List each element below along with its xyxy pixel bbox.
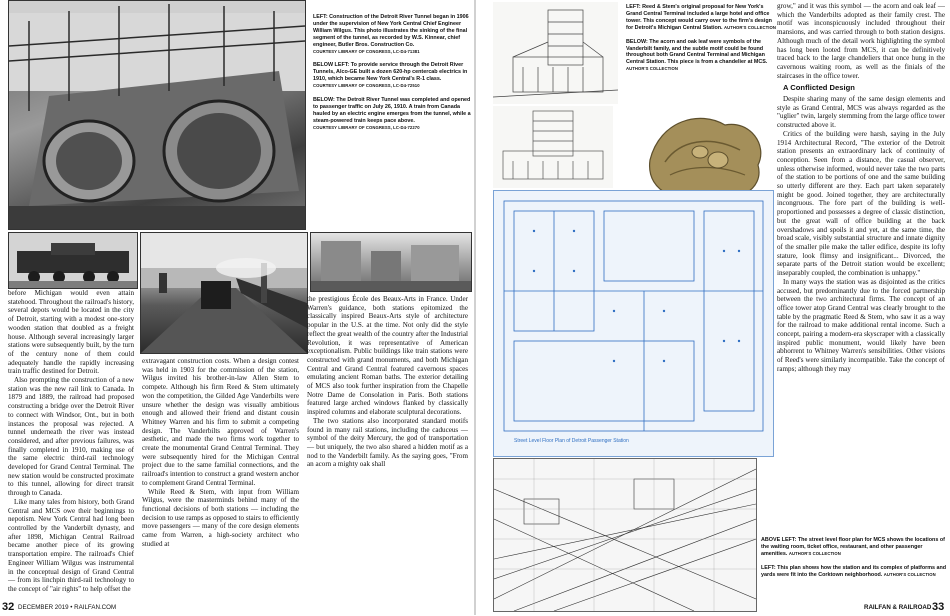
left-column-1 xyxy=(8,289,134,594)
left-column-3 xyxy=(307,295,468,469)
caption-track-plan: LEFT: This plan shows how the station and its complex of platforms and yards were fit into the Corktown neighborhood. xyxy=(761,564,947,578)
footer-left: DECEMBER 2019 • RAILFAN.COM xyxy=(18,604,117,611)
caption-reed-stem-credit: AUTHOR'S COLLECTION xyxy=(724,24,777,30)
caption-tunnel-column xyxy=(313,14,471,139)
paragraph: before Michigan would even attain statehood. Throughout the railroad's history, several depots would be located in the city of Detroit, starting with a modest one-story wooden station that doubled as a freight house. Although several increasingly larger stations were subsequently built, by the turn of the century none of them could adequately handle the rapidly increasing train traffic destined for Detroit. xyxy=(8,289,134,376)
paragraph: The two stations also incorporated standard motifs found in many rail stations, including the caduceus — symbol of the deity Mercury, the god of transportation — but uniquely, the two also shared a hidden motif as a nod to the Vanderbilt family. As the saying goes, "From an acorn a mighty oak shall xyxy=(307,416,468,469)
paragraph: Like many tales from history, both Grand Central and MCS owe their beginnings to nepotism. New York Central had long been controlled by the Vanderbilt dynasty, and after 1898, Michigan Central Railroad became another piece of its growing transportation empire. The railroad's Chief Engineer William Wilgus was instrumental in the conceptual design of Grand Central — from its linchpin third-rail technology to the concept of "air rights" to help offset the xyxy=(8,497,134,593)
floor-plan-label: Street Level Floor Plan of Detroit Passenger Station xyxy=(514,438,629,444)
caption-top: LEFT: Construction of the Detroit River Tunnel began in 1906 under the supervision of New York Central Chief Engineer William Wilgus. This photo illustrates the sinking of the final segment of the tunnel, as recorded by W.S. Kinnear, chief engineer, Butler Bros. Construction Co. xyxy=(313,14,469,48)
caption-acorn: BELOW: The acorn and oak leaf were symbols of the Vanderbilt family, and the subtle motif could be found throughout both Grand Central Terminal and Michigan Central Station. This piece is from a chandelier at MCS. xyxy=(626,38,768,66)
page-number-left: 32 xyxy=(2,601,15,613)
caption-sketch-column xyxy=(626,4,780,80)
caption-bottom-credit: COURTESY LIBRARY OF CONGRESS, LC-D4-72270 xyxy=(313,124,420,130)
section-heading: A Conflicted Design xyxy=(783,83,855,93)
paragraph: In many ways the station was as disjointed as the critics accused, but predominantly due to the forced partnership between the two architectural firms. The concept of an office tower atop Grand Central was clearly brought to the table by the pragmatic Reed & Stem, who saw it as a way for the railroad to make additional rental income. Such a concept, pairing a modern-era skyscraper with a classically inspired public monument, would likely have been abhorrent to Whitney Warren's sensibilities. Other visions of Reed's were similarly incompatible. Take the concept of ramps; although they may xyxy=(777,277,945,373)
paragraph: extravagant construction costs. When a design contest was held in 1903 for the commission of the station, Wilgus invited his brother-in-law Allen Stem to compete. Although his firm Reed & Stem ultimately won the competition, the Gilded Age Vanderbilts were unsure whether the design was visually ambitious enough and allowed their friend and distant cousin Whitney Warren and his firm to submit a competing design. The Vanderbilts approved of Warren's aesthetic, and made the two firms work together to create the monumental Grand Central Terminal. They were subsequently hired for the Michigan Central project due to the same familial connections, and the railroad's intention to construct a grand western anchor to complement Grand Central Terminal. xyxy=(142,357,299,487)
caption-plans-column xyxy=(761,537,947,586)
caption-acorn-credit: AUTHOR'S COLLECTION xyxy=(626,66,678,72)
page-gutter xyxy=(474,0,476,615)
right-column xyxy=(777,2,945,374)
floor-plan-drawing xyxy=(493,190,774,457)
caption-middle: BELOW LEFT: To provide service through the Detroit River Tunnels, Alco-GE built a dozen 620-hp centercab electrics in 1910, which became New York Central's R-1 class. xyxy=(313,62,468,83)
paragraph: While Reed & Stem, with input from William Wilgus, were the masterminds behind many of the functional decisions of both stations — including the decision to use ramps as opposed to stairs to efficiently move passengers — many of the core design elements came from Warren, a high-society architect who studied at xyxy=(142,487,299,548)
caption-floor-plan: ABOVE LEFT: The street level floor plan for MCS shows the locations of the waiting room, ticket office, restaurant, and other passenger amenities. xyxy=(761,537,945,557)
caption-floor-plan-credit: AUTHOR'S COLLECTION xyxy=(788,550,841,556)
station-sketch-lower xyxy=(493,106,613,188)
paragraph: Despite sharing many of the same design elements and style as Grand Central, MCS was always regarded as the "uglier" twin, largely stemming from the large office tower constructed above it. xyxy=(777,95,945,130)
caption-track-plan-credit: AUTHOR'S COLLECTION xyxy=(883,571,936,577)
caption-reed-stem: LEFT: Reed & Stem's original proposal for New York's Grand Central Terminal included a large hotel and office tower. This concept would carry over to the firm's design for Detroit's Michigan Central Station. xyxy=(626,4,772,31)
caption-bottom: BELOW: The Detroit River Tunnel was completed and opened to passenger traffic on July 26, 1910. A train from Canada hauled by an electric engine emerges from the tunnel, while a steam-powered train keeps pace above. xyxy=(313,97,471,124)
page-number-right: 33 xyxy=(932,601,945,613)
tunnel-portal-trains-photo xyxy=(140,232,308,354)
paragraph: Also prompting the construction of a new station was the new rail link to Canada. In 1879 and 1889, the railroad had proposed constructing a bridge over the Detroit River to connect with Windsor, Ont., but in both instances the proposal was rejected. A tunnel underneath the river was instead considered, and after previous failures, was finally completed in 1910, making use of the same electric third-rail technology developed for Grand Central Terminal. The new station would be constructed proximate to this tunnel, allowing for direct transit through to Canada. xyxy=(8,376,134,498)
track-plan-drawing xyxy=(493,458,757,612)
caption-middle-credit: COURTESY LIBRARY OF CONGRESS, LC-D4-72510 xyxy=(313,83,420,89)
paragraph: the prestigious École des Beaux-Arts in France. Under Warren's guidance, both stations epitomized the classically inspired Beaux-Arts style of architecture popular in the U.S. at the time. Not only did the style reflect the great wealth of the country after the Industrial Revolution, it was representative of American exceptionalism. Public buildings like train stations were constructed with grand monuments, and both Michigan Central and Grand Central featured cavernous spaces emulating ancient Roman baths. The exterior detailing of MCS also took further inspiration from the Chapelle Notre Dame de Consolation in Paris. Both stations featured large arched windows flanked by classically inspired columns and elaborate sculptural decorations. xyxy=(307,295,468,417)
paragraph: grow," and it was this symbol — the acorn and oak leaf — which the Vanderbilts adopted as their family crest. The motif was inconspicuously included throughout their mansions, and was carried through to both station designs. Although much of the detail work highlighting the symbol has long been looted from MCS, it can be definitively traced back to the large chandeliers that once hung in the cavernous waiting room, as well as the finials of the staircases in the office tower. xyxy=(777,2,945,80)
electric-locomotive-photo xyxy=(8,232,138,289)
grand-central-sketch xyxy=(493,2,618,104)
street-photo xyxy=(310,232,472,292)
paragraph: Critics of the building were harsh, saying in the July 1914 Architectural Record, "The exterior of the Detroit station presents an extraordinary lack of continuity of conception. Seen from a distance, the casual observer, unless otherwise informed, would never take the two parts of the station to be portions of one and the same building so utterly different are they. Each part taken separately might be good. Joined together, they are architecturally incongruous. The fore part of the building is well-proportioned and possesses a degree of classic distinction, but the great wall of office building at the back overshadows and spoils it and yet, at the same time, the broad scale, visibly substantial structure and innate dignity of the smaller pile make the taller edifice, despite its lofty stature, look flimsy and insignificant... Divorced, the separate parts of the Detroit station would be excellent; inseparably coupled, the combination is unhappy." xyxy=(777,129,945,278)
tunnel-construction-photo xyxy=(8,0,306,230)
caption-top-credit: COURTESY LIBRARY OF CONGRESS, LC-D4-71381 xyxy=(313,48,420,54)
left-column-2 xyxy=(142,357,299,548)
footer-right: RAILFAN & RAILROAD xyxy=(864,604,932,611)
